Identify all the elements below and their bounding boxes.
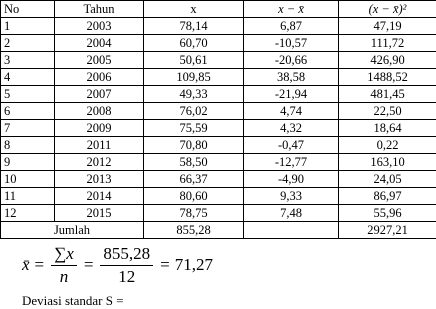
mean-result: 71,27 xyxy=(175,255,213,275)
table-row xyxy=(1,103,436,120)
cell-deviation: 4,74 xyxy=(244,103,339,120)
header-no: No xyxy=(1,1,55,18)
total-x: 855,28 xyxy=(144,222,244,239)
sum-fraction xyxy=(51,244,77,287)
value-denominator: 12 xyxy=(115,266,138,287)
cell-no: 5 xyxy=(1,86,55,103)
cell-no: 7 xyxy=(1,120,55,137)
cell-no: 11 xyxy=(1,188,55,205)
cell-tahun: 2003 xyxy=(55,18,144,35)
table-row xyxy=(1,52,436,69)
cell-x: 80,60 xyxy=(144,188,244,205)
cell-no: 3 xyxy=(1,52,55,69)
cell-x: 58,50 xyxy=(144,154,244,171)
cell-tahun: 2009 xyxy=(55,120,144,137)
table-row xyxy=(1,120,436,137)
cell-deviation: 7,48 xyxy=(244,205,339,222)
header-deviation: x − x̄ xyxy=(244,1,339,18)
cell-tahun: 2011 xyxy=(55,137,144,154)
cell-deviation: 38,58 xyxy=(244,69,339,86)
cell-x: 66,37 xyxy=(144,171,244,188)
cell-deviation-squared: 111,72 xyxy=(339,35,436,52)
cell-tahun: 2005 xyxy=(55,52,144,69)
table-row xyxy=(1,35,436,52)
cell-tahun: 2012 xyxy=(55,154,144,171)
table-row xyxy=(1,205,436,222)
cell-deviation: 4,32 xyxy=(244,120,339,137)
cell-tahun: 2014 xyxy=(55,188,144,205)
cell-deviation: 6,87 xyxy=(244,18,339,35)
cell-deviation: -21,94 xyxy=(244,86,339,103)
cell-deviation-squared: 481,45 xyxy=(339,86,436,103)
cell-deviation-squared: 18,64 xyxy=(339,120,436,137)
table-total-row xyxy=(1,222,436,239)
cell-deviation: -20,66 xyxy=(244,52,339,69)
equals-sign: = xyxy=(160,255,170,275)
cell-deviation: -10,57 xyxy=(244,35,339,52)
value-fraction xyxy=(100,244,153,287)
cell-x: 50,61 xyxy=(144,52,244,69)
cell-tahun: 2013 xyxy=(55,171,144,188)
cell-deviation-squared: 22,50 xyxy=(339,103,436,120)
table-row xyxy=(1,188,436,205)
cell-x: 49,33 xyxy=(144,86,244,103)
header-x: x xyxy=(144,1,244,18)
cell-no: 9 xyxy=(1,154,55,171)
cell-deviation-squared: 24,05 xyxy=(339,171,436,188)
cell-no: 2 xyxy=(1,35,55,52)
cell-deviation-squared: 55,96 xyxy=(339,205,436,222)
table-row xyxy=(1,171,436,188)
cell-no: 10 xyxy=(1,171,55,188)
equals-sign: = xyxy=(84,255,94,275)
cell-x: 75,59 xyxy=(144,120,244,137)
table-row xyxy=(1,18,436,35)
cell-no: 8 xyxy=(1,137,55,154)
header-deviation-squared: (x − x̄)² xyxy=(339,1,436,18)
cell-no: 6 xyxy=(1,103,55,120)
cell-deviation-squared: 86,97 xyxy=(339,188,436,205)
cell-x: 60,70 xyxy=(144,35,244,52)
cell-tahun: 2008 xyxy=(55,103,144,120)
cell-x: 109,85 xyxy=(144,69,244,86)
cell-x: 70,80 xyxy=(144,137,244,154)
sum-numerator: ∑x xyxy=(51,244,77,266)
cell-x: 76,02 xyxy=(144,103,244,120)
mean-formula xyxy=(22,240,213,290)
cell-deviation-squared: 1488,52 xyxy=(339,69,436,86)
mean-symbol: x̄ xyxy=(22,255,30,275)
cell-deviation: -4,90 xyxy=(244,171,339,188)
table-row xyxy=(1,137,436,154)
cell-x: 78,14 xyxy=(144,18,244,35)
cell-deviation-squared: 426,90 xyxy=(339,52,436,69)
cell-no: 12 xyxy=(1,205,55,222)
cell-deviation: 9,33 xyxy=(244,188,339,205)
truncated-text-line: Deviasi standar S = xyxy=(22,293,124,309)
total-deviation xyxy=(244,222,339,239)
total-deviation-squared: 2927,21 xyxy=(339,222,436,239)
table-header-row xyxy=(1,1,436,18)
cell-deviation-squared: 47,19 xyxy=(339,18,436,35)
cell-tahun: 2015 xyxy=(55,205,144,222)
cell-tahun: 2006 xyxy=(55,69,144,86)
cell-tahun: 2007 xyxy=(55,86,144,103)
cell-deviation: -0,47 xyxy=(244,137,339,154)
cell-x: 78,75 xyxy=(144,205,244,222)
cell-tahun: 2004 xyxy=(55,35,144,52)
cell-deviation: -12,77 xyxy=(244,154,339,171)
equals-sign: = xyxy=(35,255,45,275)
cell-no: 4 xyxy=(1,69,55,86)
cell-deviation-squared: 0,22 xyxy=(339,137,436,154)
cell-deviation-squared: 163,10 xyxy=(339,154,436,171)
header-tahun: Tahun xyxy=(55,1,144,18)
table-row xyxy=(1,69,436,86)
sum-denominator: n xyxy=(57,266,72,287)
cell-no: 1 xyxy=(1,18,55,35)
table-row xyxy=(1,86,436,103)
table-row xyxy=(1,154,436,171)
total-label: Jumlah xyxy=(1,222,144,239)
value-numerator: 855,28 xyxy=(100,244,153,266)
